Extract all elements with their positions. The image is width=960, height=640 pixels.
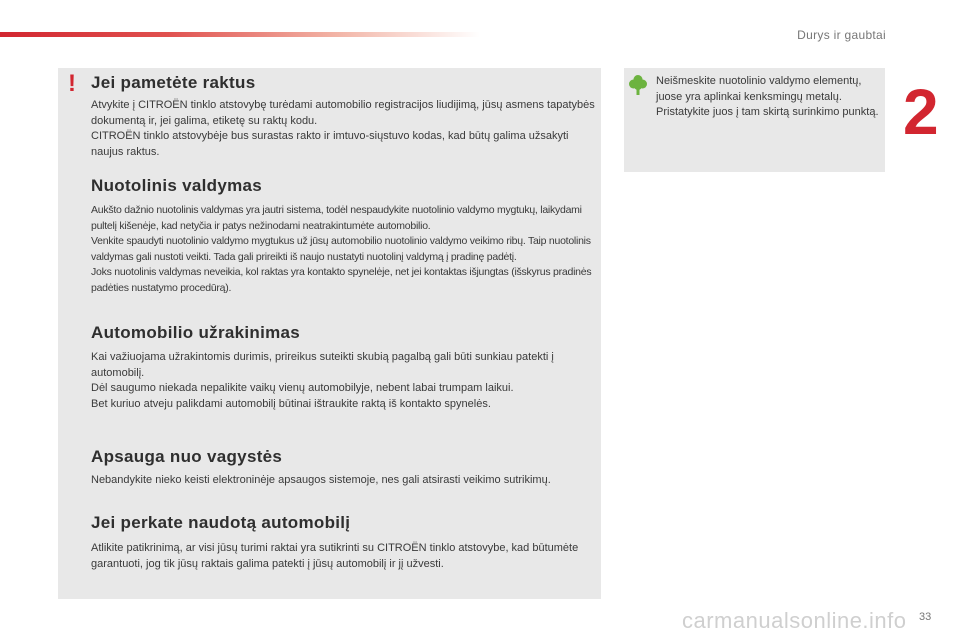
lost-keys-text <box>91 98 596 160</box>
chapter-number: 2 <box>903 76 939 148</box>
remote-control-title: Nuotolinis valdymas <box>91 176 263 195</box>
antitheft-text <box>91 473 596 489</box>
locking-text <box>91 350 596 412</box>
eco-note-line-1: Neišmeskite nuotolinio valdymo elementų, juose yra aplinkai kenksmingų metalų. <box>656 75 862 103</box>
antitheft-title: Apsauga nuo vagystės <box>91 447 283 466</box>
tree-icon <box>629 74 647 96</box>
locking-title: Automobilio užrakinimas <box>91 323 301 342</box>
locking-line-3: Bet kuriuo atveju palikdami automobilį būtinai ištraukite raktą iš kontakto spynelės. <box>91 397 491 410</box>
remote-control-line-3: Joks nuotolinis valdymas neveikia, kol raktas yra kontakto spynelėje, net jei kontaktas išjungtas (išskyrus pradinės padėties nustatymo procedūrą). <box>91 266 592 294</box>
lost-keys-title: Jei pametėte raktus <box>91 73 256 92</box>
remote-control-line-1: Aukšto dažnio nuotolinis valdymas yra jautri sistema, todėl nespaudykite nuotolinio valdymo mygtukų, laikydami pultelį kišenėje, kad netyčia ir patys nežinodami neatrakintumėte automobilio. <box>91 204 582 232</box>
locking-line-2: Dėl saugumo niekada nepalikite vaikų vienų automobilyje, nebent labai trumpam laikui. <box>91 382 514 394</box>
remote-control-line-2: Venkite spaudyti nuotolinio valdymo mygtukus už jūsų automobilio nuotolinio valdymo veikimo ribų. Taip nuotolinis valdymas gali nustoti veikti. Tada gali prireikti iš naujo nustatyti nuotolinį valdymą į pradinę padėtį. <box>91 235 591 263</box>
used-car-text <box>91 541 596 572</box>
eco-note-line-2: Pristatykite juos į tam skirtą surinkimo punktą. <box>656 106 879 118</box>
used-car-line-1: Atlikite patikrinimą, ar visi jūsų turimi raktai yra sutikrinti su CITROËN tinklo atstovybe, kad būtumėte garantuoti, jog tik jūsų raktais galima patekti į jūsų automobilį ir jį užvesti. <box>91 542 579 570</box>
exclamation-icon: ! <box>68 70 76 97</box>
remote-control-text <box>91 203 596 296</box>
antitheft-line-1: Nebandykite nieko keisti elektroninėje apsaugos sistemoje, nes gali atsirasti veikimo sutrikimų. <box>91 474 551 486</box>
lost-keys-line-2: CITROËN tinklo atstovybėje bus surastas rakto ir imtuvo-siųstuvo kodas, kad būtų galima užsakyti naujus raktus. <box>91 130 569 158</box>
locking-line-1: Kai važiuojama užrakintomis durimis, prireikus suteikti skubią pagalbą gali būti sunkiau patekti į automobilį. <box>91 351 554 379</box>
watermark: carmanualsonline.info <box>682 608 907 633</box>
page-number: 33 <box>919 611 932 623</box>
eco-note-text <box>656 74 880 121</box>
section-label: Durys ir gaubtai <box>797 28 886 42</box>
lost-keys-line-1: Atvykite į CITROËN tinklo atstovybę turėdami automobilio registracijos liudijimą, jūsų asmens tapatybės dokumentą ir, jei galima, etiketę su raktų kodu. <box>91 99 595 127</box>
used-car-title: Jei perkate naudotą automobilį <box>91 513 351 532</box>
header-accent-bar <box>0 32 480 37</box>
